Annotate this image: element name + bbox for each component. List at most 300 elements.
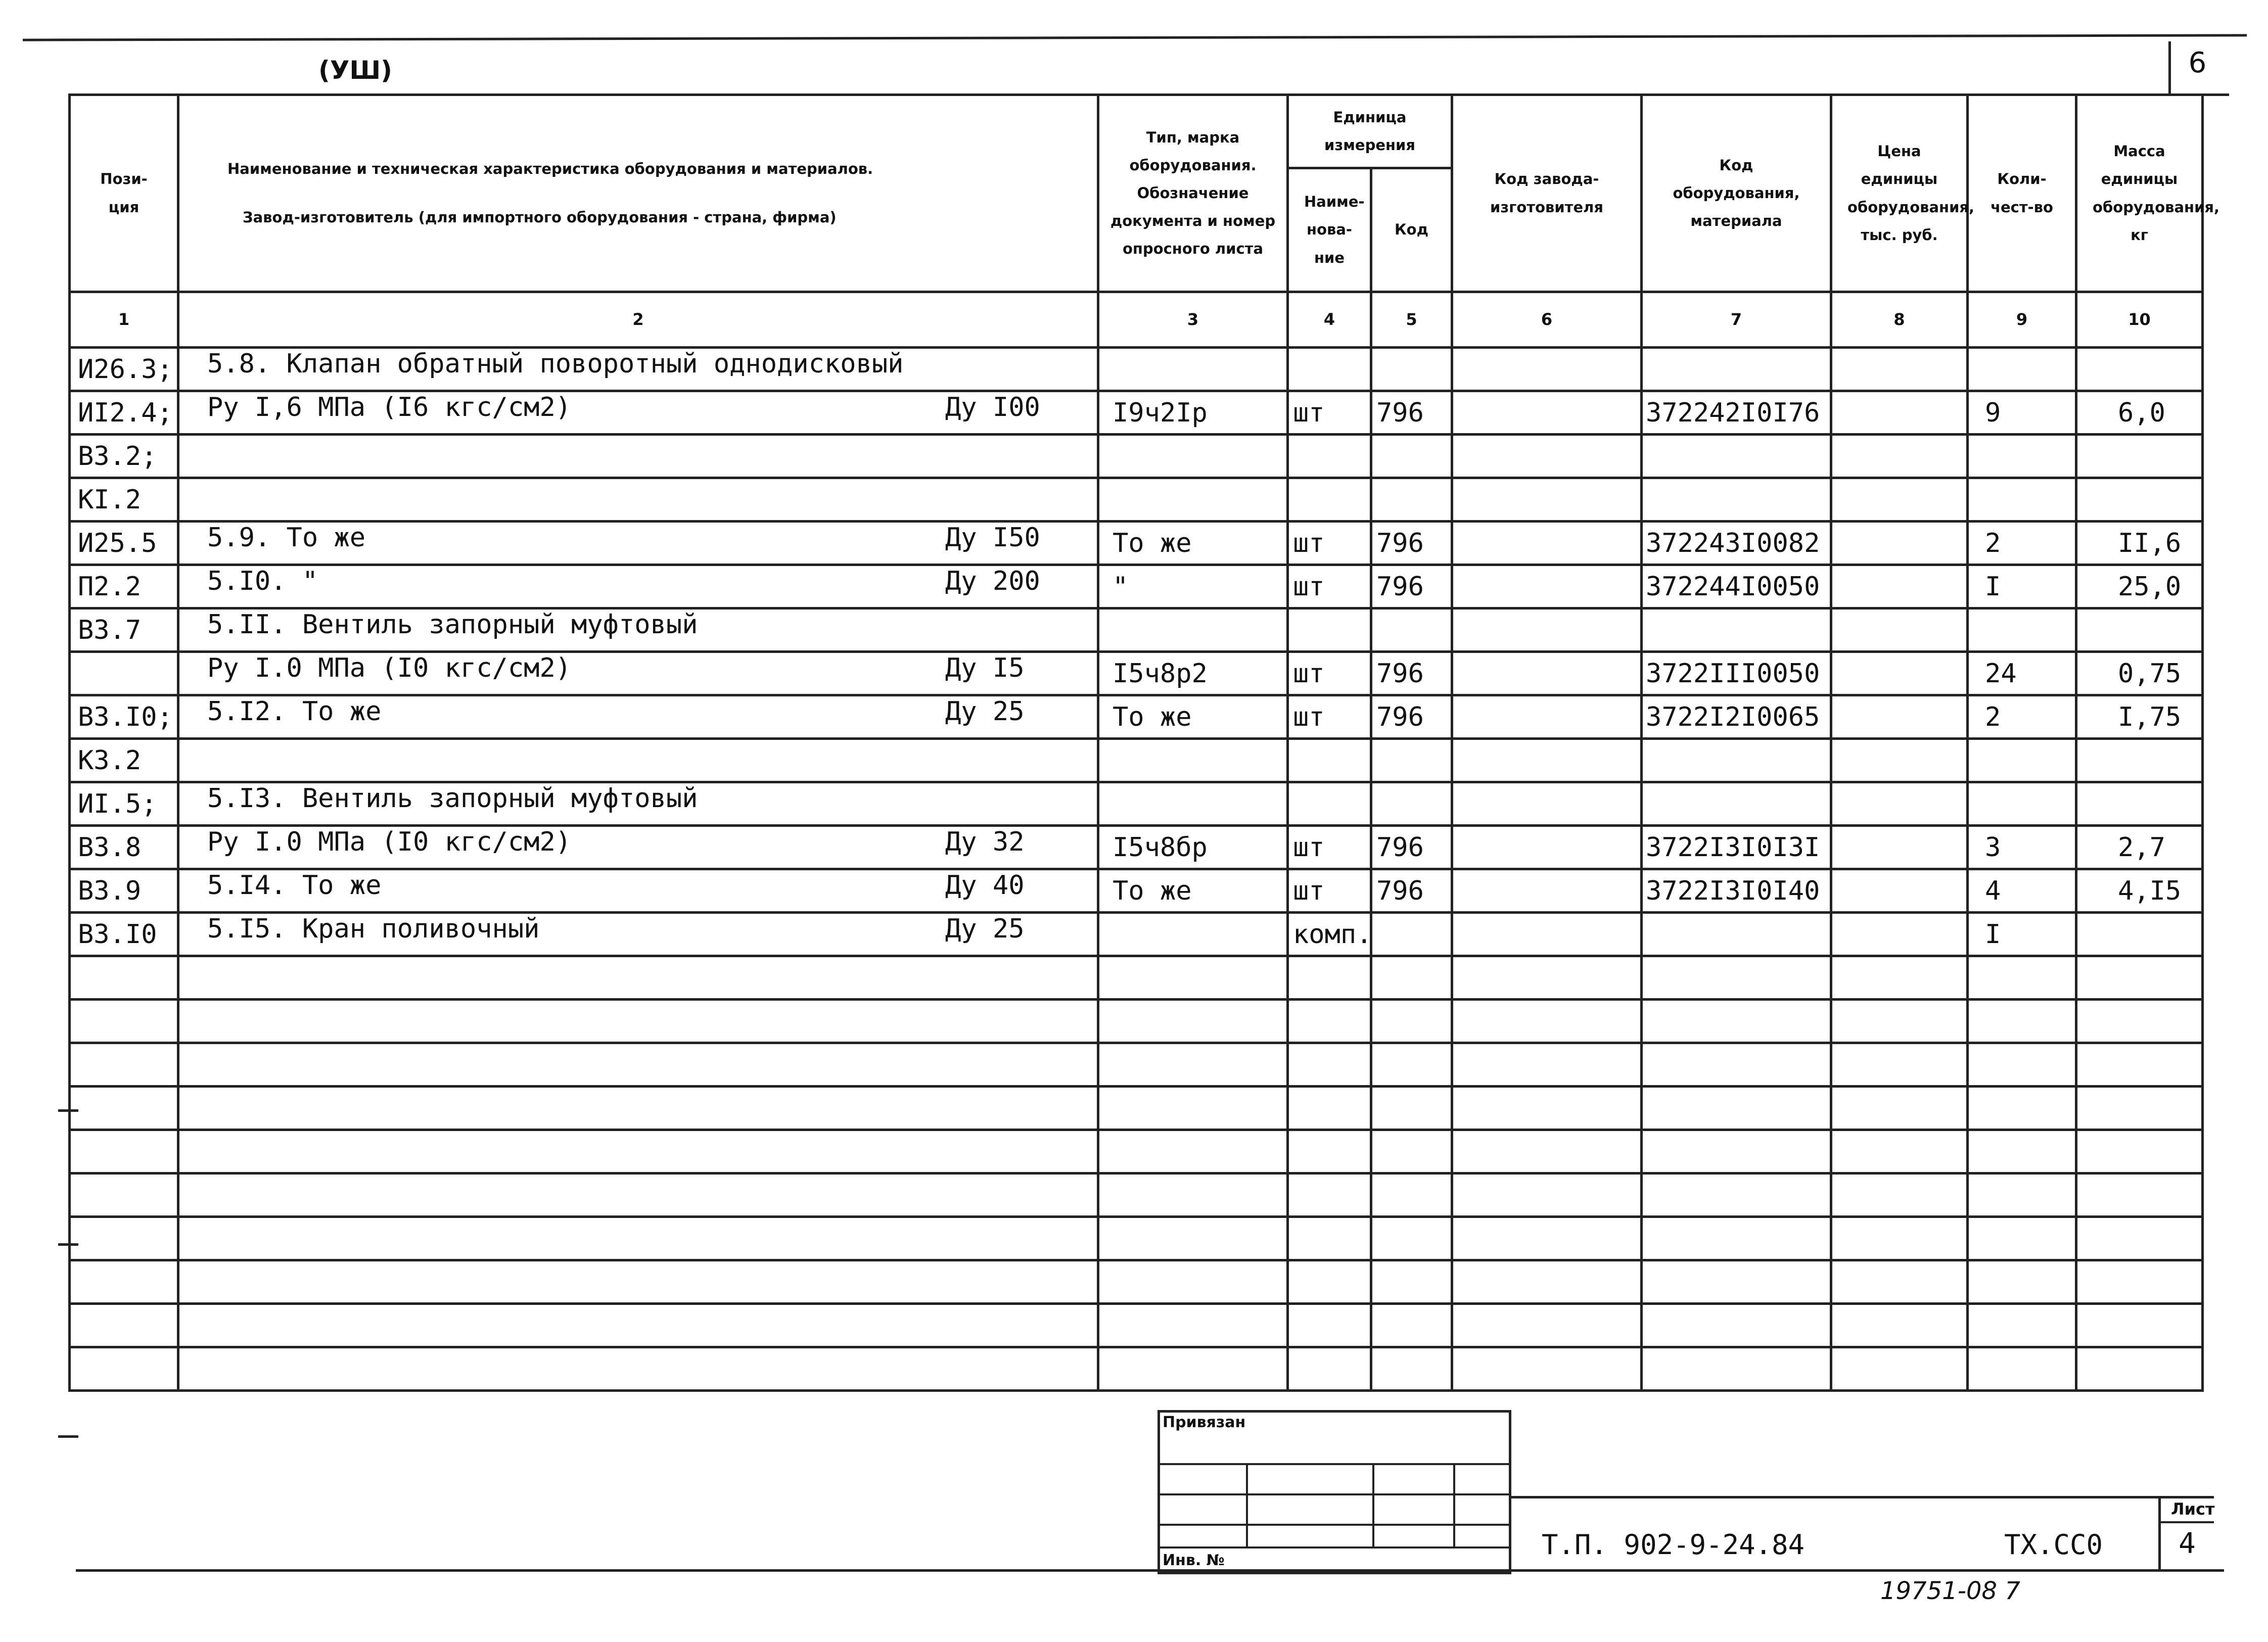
material-code-cell: 3722I3I0I3I bbox=[1642, 826, 1831, 869]
table-row bbox=[70, 391, 2203, 435]
position-cell: ИI2.4; bbox=[70, 391, 178, 435]
material-code-cell: 3722I2I0065 bbox=[1642, 695, 1831, 739]
quantity-cell bbox=[1968, 478, 2076, 522]
col-number-3: 3 bbox=[1098, 292, 1288, 348]
price-cell bbox=[1831, 522, 1968, 565]
unit-name-cell bbox=[1288, 739, 1371, 782]
quantity-cell: 24 bbox=[1968, 652, 2076, 695]
list-number: 4 bbox=[2179, 1527, 2196, 1560]
unit-name-cell: шт bbox=[1288, 695, 1371, 739]
position-cell bbox=[70, 1174, 178, 1217]
title-block-line bbox=[1158, 1493, 1511, 1495]
position-cell bbox=[70, 1217, 178, 1260]
table-row bbox=[70, 522, 2203, 565]
mass-cell bbox=[2076, 1130, 2203, 1174]
price-cell bbox=[1831, 695, 1968, 739]
unit-code-cell bbox=[1371, 1304, 1452, 1347]
position-cell: В3.I0 bbox=[70, 913, 178, 956]
quantity-cell: 2 bbox=[1968, 695, 2076, 739]
material-code-cell: 372242I0I76 bbox=[1642, 391, 1831, 435]
item-name: Ру I.0 МПа (I0 кгс/см2) bbox=[207, 653, 572, 683]
margin-tick bbox=[58, 1435, 78, 1438]
unit-code-cell bbox=[1371, 348, 1452, 391]
price-cell bbox=[1831, 1260, 1968, 1304]
col-number-5: 5 bbox=[1371, 292, 1452, 348]
price-cell bbox=[1831, 1043, 1968, 1087]
unit-name-cell: комп. bbox=[1288, 913, 1371, 956]
item-name bbox=[179, 1044, 207, 1074]
table-row bbox=[70, 826, 2203, 869]
type-cell bbox=[1098, 1260, 1288, 1304]
plant-code-cell bbox=[1452, 652, 1642, 695]
plant-code-cell bbox=[1452, 739, 1642, 782]
table-row bbox=[70, 1043, 2203, 1087]
table-row bbox=[70, 608, 2203, 652]
unit-name-cell bbox=[1288, 1087, 1371, 1130]
title-block-line bbox=[1246, 1463, 1248, 1546]
stamp-top-line bbox=[1511, 1496, 2214, 1498]
unit-code-cell bbox=[1371, 608, 1452, 652]
unit-code-cell bbox=[1371, 1217, 1452, 1260]
plant-code-cell bbox=[1452, 695, 1642, 739]
name-cell bbox=[178, 391, 1098, 435]
item-name bbox=[179, 1348, 207, 1379]
specification-table bbox=[68, 93, 2220, 1392]
col-number-2: 2 bbox=[178, 292, 1098, 348]
unit-code-cell bbox=[1371, 1000, 1452, 1043]
table-row bbox=[70, 1130, 2203, 1174]
title-block-line bbox=[1158, 1546, 1511, 1549]
name-cell bbox=[178, 478, 1098, 522]
nominal-diameter: Ду 25 bbox=[945, 696, 1025, 727]
unit-code-cell bbox=[1371, 913, 1452, 956]
name-cell bbox=[178, 1000, 1098, 1043]
table-row bbox=[70, 435, 2203, 478]
name-cell bbox=[178, 435, 1098, 478]
name-cell bbox=[178, 1347, 1098, 1391]
plant-code-cell bbox=[1452, 1217, 1642, 1260]
type-cell bbox=[1098, 435, 1288, 478]
unit-code-cell bbox=[1371, 1347, 1452, 1391]
plant-code-cell bbox=[1452, 782, 1642, 826]
price-cell bbox=[1831, 348, 1968, 391]
nominal-diameter: Ду I00 bbox=[945, 392, 1040, 423]
plant-code-cell bbox=[1452, 1260, 1642, 1304]
table-row bbox=[70, 348, 2203, 391]
price-cell bbox=[1831, 782, 1968, 826]
unit-name-cell bbox=[1288, 1260, 1371, 1304]
header-unit: Единица измерения bbox=[1288, 95, 1452, 168]
unit-name-cell bbox=[1288, 1130, 1371, 1174]
unit-code-cell bbox=[1371, 1043, 1452, 1087]
quantity-cell bbox=[1968, 1304, 2076, 1347]
nominal-diameter: Ду 40 bbox=[945, 870, 1025, 901]
type-cell: I5ч8р2 bbox=[1098, 652, 1288, 695]
material-code-cell bbox=[1642, 435, 1831, 478]
item-name bbox=[179, 1175, 207, 1205]
unit-code-cell: 796 bbox=[1371, 695, 1452, 739]
table-row bbox=[70, 1304, 2203, 1347]
unit-code-cell: 796 bbox=[1371, 522, 1452, 565]
unit-code-cell bbox=[1371, 435, 1452, 478]
table-row bbox=[70, 1217, 2203, 1260]
section-mark: (УШ) bbox=[318, 56, 393, 85]
quantity-cell bbox=[1968, 348, 2076, 391]
position-cell bbox=[70, 956, 178, 1000]
mass-cell bbox=[2076, 782, 2203, 826]
unit-name-cell: шт bbox=[1288, 565, 1371, 608]
table-row bbox=[70, 913, 2203, 956]
mass-cell bbox=[2076, 1304, 2203, 1347]
position-cell bbox=[70, 1043, 178, 1087]
document-mark: ТХ.СС0 bbox=[2004, 1529, 2103, 1561]
unit-code-cell bbox=[1371, 478, 1452, 522]
type-cell: То же bbox=[1098, 869, 1288, 913]
mass-cell bbox=[2076, 1174, 2203, 1217]
position-cell: В3.7 bbox=[70, 608, 178, 652]
header-plant-code: Код завода-изготовителя bbox=[1452, 95, 1642, 292]
plant-code-cell bbox=[1452, 1000, 1642, 1043]
name-cell bbox=[178, 1260, 1098, 1304]
price-cell bbox=[1831, 956, 1968, 1000]
name-cell bbox=[178, 1130, 1098, 1174]
unit-code-cell: 796 bbox=[1371, 652, 1452, 695]
item-name bbox=[179, 436, 207, 466]
plant-code-cell bbox=[1452, 826, 1642, 869]
title-block-line bbox=[1372, 1463, 1374, 1546]
nominal-diameter: Ду I5 bbox=[945, 653, 1025, 683]
type-cell bbox=[1098, 1174, 1288, 1217]
plant-code-cell bbox=[1452, 478, 1642, 522]
unit-name-cell: шт bbox=[1288, 652, 1371, 695]
table-row bbox=[70, 869, 2203, 913]
table-row bbox=[70, 695, 2203, 739]
quantity-cell: I bbox=[1968, 913, 2076, 956]
nominal-diameter: Ду 32 bbox=[945, 827, 1025, 857]
mass-cell bbox=[2076, 608, 2203, 652]
unit-code-cell bbox=[1371, 782, 1452, 826]
plant-code-cell bbox=[1452, 565, 1642, 608]
header-price: Цена единицы оборудования, тыс. руб. bbox=[1831, 95, 1968, 292]
name-cell bbox=[178, 913, 1098, 956]
position-cell bbox=[70, 1130, 178, 1174]
mass-cell: 25,0 bbox=[2076, 565, 2203, 608]
position-cell: ИI.5; bbox=[70, 782, 178, 826]
name-cell bbox=[178, 826, 1098, 869]
type-cell bbox=[1098, 1130, 1288, 1174]
unit-name-cell bbox=[1288, 1217, 1371, 1260]
table-row bbox=[70, 782, 2203, 826]
unit-name-cell: шт bbox=[1288, 826, 1371, 869]
material-code-cell bbox=[1642, 1043, 1831, 1087]
quantity-cell bbox=[1968, 956, 2076, 1000]
unit-name-cell bbox=[1288, 1174, 1371, 1217]
type-cell bbox=[1098, 1304, 1288, 1347]
header-position: Пози- ция bbox=[70, 95, 178, 292]
type-cell: То же bbox=[1098, 695, 1288, 739]
name-cell bbox=[178, 956, 1098, 1000]
position-cell bbox=[70, 652, 178, 695]
price-cell bbox=[1831, 1000, 1968, 1043]
table-row bbox=[70, 739, 2203, 782]
type-cell bbox=[1098, 1217, 1288, 1260]
plant-code-cell bbox=[1452, 1304, 1642, 1347]
unit-name-cell: шт bbox=[1288, 391, 1371, 435]
table-row bbox=[70, 1347, 2203, 1391]
material-code-cell: 3722I3I0I40 bbox=[1642, 869, 1831, 913]
stamp-divider bbox=[2158, 1521, 2214, 1523]
type-cell bbox=[1098, 782, 1288, 826]
unit-code-cell: 796 bbox=[1371, 869, 1452, 913]
archive-number: 19751-08 7 bbox=[1880, 1577, 2020, 1605]
plant-code-cell bbox=[1452, 913, 1642, 956]
quantity-cell bbox=[1968, 1130, 2076, 1174]
plant-code-cell bbox=[1452, 1347, 1642, 1391]
unit-code-cell bbox=[1371, 1087, 1452, 1130]
mass-cell bbox=[2076, 1217, 2203, 1260]
quantity-cell bbox=[1968, 1000, 2076, 1043]
type-cell bbox=[1098, 739, 1288, 782]
name-cell bbox=[178, 608, 1098, 652]
item-name bbox=[179, 1305, 207, 1335]
plant-code-cell bbox=[1452, 1174, 1642, 1217]
material-code-cell bbox=[1642, 1087, 1831, 1130]
header-name bbox=[178, 95, 1098, 292]
price-cell bbox=[1831, 608, 1968, 652]
type-cell: То же bbox=[1098, 522, 1288, 565]
quantity-cell bbox=[1968, 435, 2076, 478]
header-name-line1: Наименование и техническая характеристика оборудования и материалов. bbox=[227, 160, 873, 178]
unit-name-cell bbox=[1288, 956, 1371, 1000]
table-row bbox=[70, 1174, 2203, 1217]
unit-name-cell bbox=[1288, 478, 1371, 522]
type-cell bbox=[1098, 478, 1288, 522]
unit-name-cell bbox=[1288, 435, 1371, 478]
material-code-cell bbox=[1642, 608, 1831, 652]
frame-bottom-line bbox=[76, 1569, 2224, 1572]
item-name: 5.8. Клапан обратный поворотный однодисковый bbox=[207, 349, 904, 379]
margin-tick bbox=[58, 1109, 78, 1112]
material-code-cell bbox=[1642, 1260, 1831, 1304]
item-name: 5.I3. Вентиль запорный муфтовый bbox=[207, 783, 698, 814]
material-code-cell bbox=[1642, 1304, 1831, 1347]
position-cell: К3.2 bbox=[70, 739, 178, 782]
position-cell bbox=[70, 1000, 178, 1043]
mass-cell bbox=[2076, 1347, 2203, 1391]
plant-code-cell bbox=[1452, 1087, 1642, 1130]
top-border-line bbox=[23, 34, 2247, 41]
unit-name-cell bbox=[1288, 782, 1371, 826]
material-code-cell bbox=[1642, 1347, 1831, 1391]
name-cell bbox=[178, 522, 1098, 565]
header-material-code: Код оборудования, материала bbox=[1642, 95, 1831, 292]
name-cell bbox=[178, 652, 1098, 695]
margin-tick bbox=[58, 1243, 78, 1246]
price-cell bbox=[1831, 913, 1968, 956]
price-cell bbox=[1831, 826, 1968, 869]
mass-cell: 0,75 bbox=[2076, 652, 2203, 695]
type-cell bbox=[1098, 1043, 1288, 1087]
price-cell bbox=[1831, 739, 1968, 782]
col-number-9: 9 bbox=[1968, 292, 2076, 348]
material-code-cell bbox=[1642, 1174, 1831, 1217]
material-code-cell bbox=[1642, 1217, 1831, 1260]
quantity-cell bbox=[1968, 782, 2076, 826]
mass-cell: I,75 bbox=[2076, 695, 2203, 739]
material-code-cell: 3722III0050 bbox=[1642, 652, 1831, 695]
mass-cell: II,6 bbox=[2076, 522, 2203, 565]
nominal-diameter: Ду 25 bbox=[945, 914, 1025, 944]
material-code-cell bbox=[1642, 739, 1831, 782]
plant-code-cell bbox=[1452, 1130, 1642, 1174]
mass-cell bbox=[2076, 1000, 2203, 1043]
title-block-line bbox=[1158, 1463, 1511, 1465]
table-row bbox=[70, 652, 2203, 695]
quantity-cell bbox=[1968, 739, 2076, 782]
unit-code-cell bbox=[1371, 1174, 1452, 1217]
item-name: Ру I.0 МПа (I0 кгс/см2) bbox=[207, 827, 572, 857]
item-name bbox=[179, 957, 207, 988]
mass-cell bbox=[2076, 348, 2203, 391]
quantity-cell bbox=[1968, 1347, 2076, 1391]
mass-cell: 6,0 bbox=[2076, 391, 2203, 435]
inventory-label: Инв. № bbox=[1163, 1552, 1225, 1569]
unit-code-cell bbox=[1371, 739, 1452, 782]
name-cell bbox=[178, 348, 1098, 391]
name-cell bbox=[178, 1087, 1098, 1130]
quantity-cell: 9 bbox=[1968, 391, 2076, 435]
type-cell bbox=[1098, 1347, 1288, 1391]
mass-cell bbox=[2076, 739, 2203, 782]
plant-code-cell bbox=[1452, 348, 1642, 391]
nominal-diameter: Ду I50 bbox=[945, 523, 1040, 553]
price-cell bbox=[1831, 1087, 1968, 1130]
unit-name-cell bbox=[1288, 348, 1371, 391]
quantity-cell: I bbox=[1968, 565, 2076, 608]
material-code-cell bbox=[1642, 478, 1831, 522]
header-mass: Масса единицы оборудования, кг bbox=[2076, 95, 2203, 292]
position-cell: В3.2; bbox=[70, 435, 178, 478]
material-code-cell: 372243I0082 bbox=[1642, 522, 1831, 565]
table-row bbox=[70, 1000, 2203, 1043]
title-block-line bbox=[1453, 1463, 1455, 1546]
item-name bbox=[179, 1218, 207, 1248]
price-cell bbox=[1831, 565, 1968, 608]
col-number-7: 7 bbox=[1642, 292, 1831, 348]
title-block-bound bbox=[1158, 1410, 1511, 1574]
name-cell bbox=[178, 739, 1098, 782]
nominal-diameter: Ду 200 bbox=[945, 566, 1040, 596]
table-row bbox=[70, 1087, 2203, 1130]
unit-code-cell bbox=[1371, 1260, 1452, 1304]
price-cell bbox=[1831, 652, 1968, 695]
name-cell bbox=[178, 1217, 1098, 1260]
price-cell bbox=[1831, 869, 1968, 913]
quantity-cell bbox=[1968, 1174, 2076, 1217]
quantity-cell bbox=[1968, 1043, 2076, 1087]
mass-cell: 2,7 bbox=[2076, 826, 2203, 869]
item-name: 5.I0. " bbox=[207, 566, 318, 596]
sheet-number: 6 bbox=[2188, 46, 2207, 79]
position-cell: КI.2 bbox=[70, 478, 178, 522]
bound-label: Привязан bbox=[1163, 1414, 1246, 1431]
unit-name-cell: шт bbox=[1288, 869, 1371, 913]
header-type: Тип, марка оборудования. Обозначение документа и номер опросного листа bbox=[1098, 95, 1288, 292]
col-number-10: 10 bbox=[2076, 292, 2203, 348]
position-cell: П2.2 bbox=[70, 565, 178, 608]
mass-cell bbox=[2076, 435, 2203, 478]
price-cell bbox=[1831, 1130, 1968, 1174]
item-name: Ру I,6 МПа (I6 кгс/см2) bbox=[207, 392, 572, 423]
price-cell bbox=[1831, 1304, 1968, 1347]
material-code-cell bbox=[1642, 348, 1831, 391]
name-cell bbox=[178, 565, 1098, 608]
unit-name-cell bbox=[1288, 1000, 1371, 1043]
item-name: 5.I5. Кран поливочный bbox=[207, 914, 540, 944]
name-cell bbox=[178, 1174, 1098, 1217]
position-cell: В3.9 bbox=[70, 869, 178, 913]
name-cell bbox=[178, 1304, 1098, 1347]
list-label: Лист bbox=[2171, 1499, 2215, 1519]
quantity-cell: 2 bbox=[1968, 522, 2076, 565]
plant-code-cell bbox=[1452, 391, 1642, 435]
material-code-cell bbox=[1642, 1130, 1831, 1174]
position-cell bbox=[70, 1260, 178, 1304]
type-cell bbox=[1098, 1000, 1288, 1043]
quantity-cell bbox=[1968, 1087, 2076, 1130]
item-name: 5.I4. То же bbox=[207, 870, 382, 901]
price-cell bbox=[1831, 1174, 1968, 1217]
price-cell bbox=[1831, 1347, 1968, 1391]
item-name: 5.II. Вентиль запорный муфтовый bbox=[207, 609, 698, 640]
position-cell: В3.I0; bbox=[70, 695, 178, 739]
quantity-cell bbox=[1968, 608, 2076, 652]
price-cell bbox=[1831, 478, 1968, 522]
item-name bbox=[179, 740, 207, 770]
stamp-divider bbox=[2158, 1496, 2161, 1572]
price-cell bbox=[1831, 435, 1968, 478]
table-row bbox=[70, 1260, 2203, 1304]
plant-code-cell bbox=[1452, 956, 1642, 1000]
unit-name-cell bbox=[1288, 608, 1371, 652]
type-cell bbox=[1098, 1087, 1288, 1130]
item-name bbox=[179, 1001, 207, 1031]
name-cell bbox=[178, 782, 1098, 826]
header-quantity: Коли-чест-во bbox=[1968, 95, 2076, 292]
name-cell bbox=[178, 869, 1098, 913]
col-number-4: 4 bbox=[1288, 292, 1371, 348]
material-code-cell: 372244I0050 bbox=[1642, 565, 1831, 608]
position-cell bbox=[70, 1304, 178, 1347]
col-number-1: 1 bbox=[70, 292, 178, 348]
title-block-line bbox=[1158, 1524, 1511, 1526]
material-code-cell bbox=[1642, 956, 1831, 1000]
type-cell: I9ч2Iр bbox=[1098, 391, 1288, 435]
type-cell bbox=[1098, 608, 1288, 652]
unit-code-cell bbox=[1371, 956, 1452, 1000]
header-unit-name: Наиме-нова-ние bbox=[1288, 168, 1371, 292]
mass-cell bbox=[2076, 1260, 2203, 1304]
header-name-line2: Завод-изготовитель (для импортного оборудования - страна, фирма) bbox=[243, 208, 837, 226]
material-code-cell bbox=[1642, 1000, 1831, 1043]
item-name bbox=[179, 1131, 207, 1161]
quantity-cell: 3 bbox=[1968, 826, 2076, 869]
position-cell: В3.8 bbox=[70, 826, 178, 869]
quantity-cell bbox=[1968, 1260, 2076, 1304]
unit-code-cell bbox=[1371, 1130, 1452, 1174]
table-row bbox=[70, 565, 2203, 608]
table-row bbox=[70, 478, 2203, 522]
